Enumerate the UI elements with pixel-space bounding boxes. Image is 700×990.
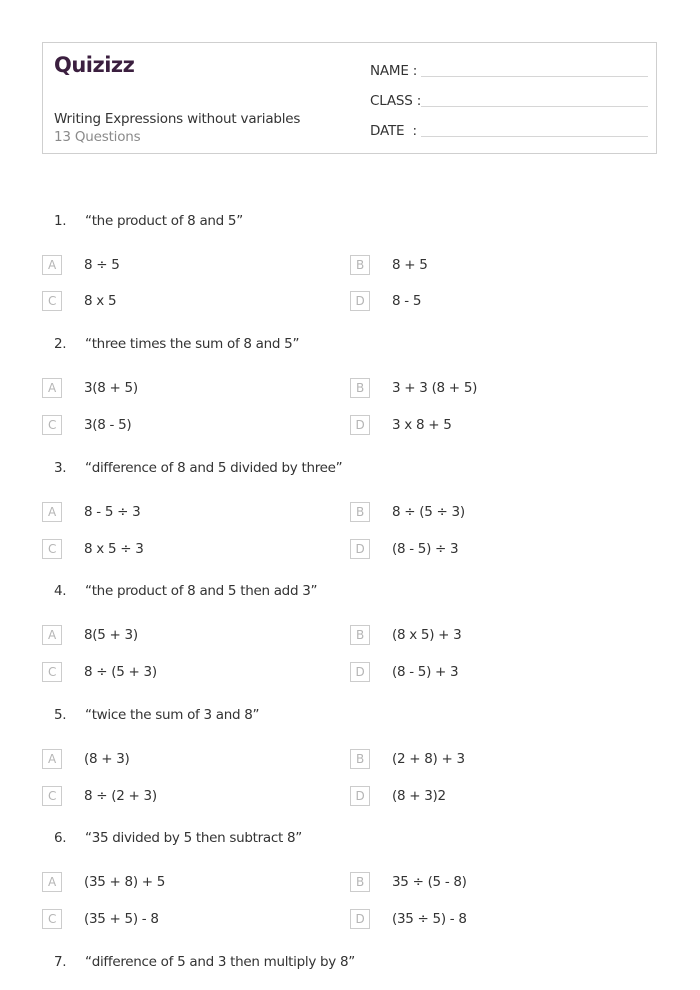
option-letter-box: C xyxy=(42,415,62,435)
option-a[interactable] xyxy=(42,255,120,275)
option-text: 35 ÷ (5 - 8) xyxy=(392,874,467,890)
option-text: 8 - 5 ÷ 3 xyxy=(84,504,141,520)
option-d[interactable] xyxy=(350,786,446,806)
option-letter-box: D xyxy=(350,539,370,559)
name-field[interactable] xyxy=(370,59,648,79)
question-number: 3. xyxy=(54,460,67,476)
option-text: (8 + 3) xyxy=(84,751,130,767)
option-d[interactable] xyxy=(350,539,458,559)
name-label: NAME : xyxy=(370,63,418,79)
option-text: (2 + 8) + 3 xyxy=(392,751,465,767)
question-6 xyxy=(54,830,302,846)
option-a[interactable] xyxy=(42,872,165,892)
option-letter-box: D xyxy=(350,662,370,682)
date-label: DATE : xyxy=(370,123,417,139)
option-letter-box: D xyxy=(350,415,370,435)
option-b[interactable] xyxy=(350,502,465,522)
option-text: 8(5 + 3) xyxy=(84,627,138,643)
option-text: 3(8 - 5) xyxy=(84,417,132,433)
option-b[interactable] xyxy=(350,625,461,645)
option-d[interactable] xyxy=(350,415,452,435)
option-letter-box: B xyxy=(350,502,370,522)
option-letter-box: D xyxy=(350,786,370,806)
option-d[interactable] xyxy=(350,662,458,682)
option-text: 8 ÷ (5 + 3) xyxy=(84,664,157,680)
question-number: 2. xyxy=(54,336,67,352)
quizizz-logo: Quizizz xyxy=(54,53,135,77)
question-3 xyxy=(54,460,342,476)
option-letter-box: D xyxy=(350,909,370,929)
class-field[interactable] xyxy=(370,89,648,109)
date-field[interactable] xyxy=(370,119,648,139)
option-letter-box: B xyxy=(350,625,370,645)
option-letter-box: C xyxy=(42,539,62,559)
option-text: (35 + 5) - 8 xyxy=(84,911,159,927)
question-text: “the product of 8 and 5” xyxy=(85,213,243,229)
option-b[interactable] xyxy=(350,255,428,275)
question-count: 13 Questions xyxy=(54,129,141,145)
option-c[interactable] xyxy=(42,539,144,559)
option-letter-box: C xyxy=(42,786,62,806)
option-letter-box: A xyxy=(42,625,62,645)
question-text: “35 divided by 5 then subtract 8” xyxy=(85,830,302,846)
option-letter-box: A xyxy=(42,872,62,892)
option-c[interactable] xyxy=(42,291,116,311)
option-letter-box: B xyxy=(350,255,370,275)
option-text: 8 ÷ (5 ÷ 3) xyxy=(392,504,465,520)
option-letter-box: A xyxy=(42,378,62,398)
option-text: (8 x 5) + 3 xyxy=(392,627,462,643)
option-text: 8 x 5 ÷ 3 xyxy=(84,541,144,557)
option-text: 8 + 5 xyxy=(392,257,428,273)
option-b[interactable] xyxy=(350,378,477,398)
option-a[interactable] xyxy=(42,502,140,522)
name-input-line[interactable] xyxy=(421,61,648,77)
option-letter-box: A xyxy=(42,502,62,522)
option-text: 3(8 + 5) xyxy=(84,380,138,396)
question-text: “three times the sum of 8 and 5” xyxy=(85,336,300,352)
worksheet-header xyxy=(42,42,657,154)
option-text: (8 - 5) + 3 xyxy=(392,664,459,680)
question-text: “the product of 8 and 5 then add 3” xyxy=(85,583,318,599)
option-a[interactable] xyxy=(42,625,138,645)
worksheet-title: Writing Expressions without variables xyxy=(54,111,301,127)
option-d[interactable] xyxy=(350,291,421,311)
question-number: 6. xyxy=(54,830,67,846)
option-text: 3 + 3 (8 + 5) xyxy=(392,380,478,396)
option-d[interactable] xyxy=(350,909,467,929)
option-a[interactable] xyxy=(42,749,130,769)
option-c[interactable] xyxy=(42,662,157,682)
option-letter-box: C xyxy=(42,662,62,682)
date-input-line[interactable] xyxy=(421,121,648,137)
option-letter-box: C xyxy=(42,291,62,311)
question-2 xyxy=(54,336,299,352)
question-number: 7. xyxy=(54,954,67,970)
option-c[interactable] xyxy=(42,415,131,435)
option-text: 8 ÷ (2 + 3) xyxy=(84,788,157,804)
option-letter-box: B xyxy=(350,378,370,398)
question-text: “difference of 8 and 5 divided by three” xyxy=(85,460,343,476)
option-text: 3 x 8 + 5 xyxy=(392,417,452,433)
class-input-line[interactable] xyxy=(421,91,648,107)
question-text: “difference of 5 and 3 then multiply by 8” xyxy=(85,954,355,970)
option-letter-box: A xyxy=(42,255,62,275)
class-label: CLASS : xyxy=(370,93,422,109)
question-number: 1. xyxy=(54,213,67,229)
question-number: 5. xyxy=(54,707,67,723)
option-text: 8 - 5 xyxy=(392,293,422,309)
question-7 xyxy=(54,954,355,970)
option-b[interactable] xyxy=(350,749,465,769)
option-letter-box: B xyxy=(350,749,370,769)
option-c[interactable] xyxy=(42,786,157,806)
option-b[interactable] xyxy=(350,872,467,892)
question-5 xyxy=(54,707,259,723)
option-letter-box: B xyxy=(350,872,370,892)
option-text: (8 - 5) ÷ 3 xyxy=(392,541,459,557)
option-c[interactable] xyxy=(42,909,159,929)
question-number: 4. xyxy=(54,583,67,599)
option-letter-box: D xyxy=(350,291,370,311)
question-text: “twice the sum of 3 and 8” xyxy=(85,707,260,723)
question-1 xyxy=(54,213,243,229)
option-text: (8 + 3)2 xyxy=(392,788,446,804)
option-letter-box: C xyxy=(42,909,62,929)
option-text: (35 + 8) + 5 xyxy=(84,874,166,890)
question-4 xyxy=(54,583,317,599)
option-a[interactable] xyxy=(42,378,138,398)
option-text: (35 ÷ 5) - 8 xyxy=(392,911,467,927)
option-letter-box: A xyxy=(42,749,62,769)
option-text: 8 ÷ 5 xyxy=(84,257,120,273)
option-text: 8 x 5 xyxy=(84,293,117,309)
